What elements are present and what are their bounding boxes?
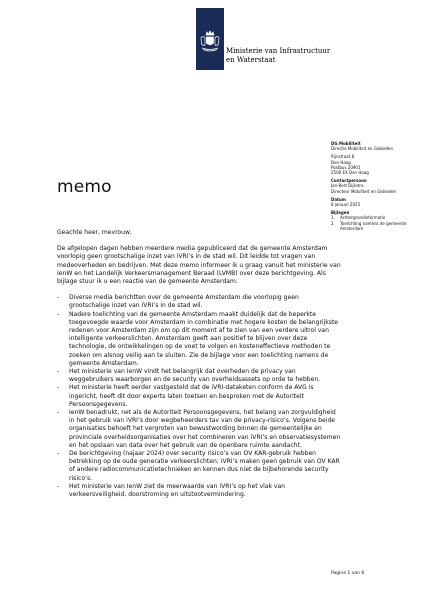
salutation: Geachte heer, mevrouw, [57, 229, 132, 236]
memo-title: memo [57, 177, 112, 197]
contact-block [331, 178, 419, 194]
directorate-subtitle: Directie Mobiliteit en Gebieden [331, 146, 394, 152]
ministry-line-2: en Waterstaat [226, 56, 276, 64]
sidebar-metadata [331, 141, 419, 234]
date-label: Datum [331, 196, 346, 202]
page-number: Pagina 1 van 6 [331, 571, 365, 576]
coat-of-arms-logo [196, 8, 224, 70]
attachment-number: 2. [331, 220, 335, 226]
attachment-item [331, 221, 419, 231]
address-line: Den Haag [331, 159, 351, 165]
date-value: 8 januari 2025 [331, 202, 361, 208]
attachments-block [331, 210, 419, 231]
list-item: - Diverse media berichtten over de gemeente Amsterdam die voorlopig geen grootschalige inzet van iVRI’s in de stad wil. [57, 294, 341, 310]
memo-body [57, 229, 341, 499]
list-item: - IenW benadrukt, net als de Autoriteit Persoonsgegevens, het belang van zorgvuldigheid in het gebruik van iVRI’s door wegbeheerders tav van de privacy-risico’s. Volgens beide organisaties behoeft het vergroten van bewustwording binnen de gemeentelijke en provinciale overheidsorganisaties over het combineren van iVRI’s en observatiesystemen en het opslaan van data over het gebruik van de openbare ruimte aandacht. [57, 409, 341, 450]
address-line: 2500 EX Den Haag [331, 170, 369, 176]
ministry-name [226, 47, 330, 65]
contact-role: Directeur Mobiliteit en Gebieden [331, 188, 397, 194]
address-line: Rijnstraat 8 [331, 154, 355, 160]
attachment-text: Toelichting namens de gemeente Amsterdam [340, 220, 407, 231]
ministry-line-1: Ministerie van Infrastructuur [226, 47, 331, 55]
attachment-number: 1. [331, 215, 335, 221]
contact-name: Jan-Bert Dijkstra [331, 183, 364, 189]
list-item: - Het ministerie heeft eerder vastgesteld dat de iVRI-dataketen conform de AVG is ingericht, heeft dit door experts laten toetsen en besproken met de Autoriteit Persoonsgegevens. [57, 384, 341, 409]
list-item: - Nadere toelichting van de gemeente Amsterdam maakt duidelijk dat de beperkte toegevoegde waarde voor Amsterdam in combinatie met hogere kosten de belangrijkste redenen voor Amsterdam zijn om op dit moment af te zien van een verdere uitrol van intelligente verkeerslichten. Amsterdam geeft aan positief te blijven over deze technologie, de ontwikkelingen op de voet te volgen en kosteneffectieve methoden te zoeken om alsnog veilig aan te sluiten. Zie de bijlage voor een toelichting namens de gemeente Amsterdam. [57, 311, 341, 368]
attachments-label: Bijlagen [331, 210, 350, 216]
list-item: - Het ministerie van IenW vindt het belangrijk dat overheden de privacy van weggebruikers waarborgen en de security van overheidsassets op orde te hebben. [57, 368, 341, 384]
address-line: Postbus 20901 [331, 164, 361, 170]
attachment-text: Achtergrondinformatie [340, 215, 386, 221]
intro-paragraph: De afgelopen dagen hebben meerdere media gepubliceerd dat de gemeente Amsterdam voorlopig geen grootschalige inzet van iVRI’s in de stad wil. Dit leidde tot vragen van medeoverheden en bedrijven. Met deze memo informeer ik u graag vanuit het ministerie van IenW en het Landelijk Verkeersmanagement Beraad (LVMB) over deze berichtgeving. Als bijlage stuur ik u een reactie van de gemeente Amsterdam. [57, 245, 341, 286]
directorate-title: DG Mobiliteit [331, 141, 361, 146]
list-item: - Het ministerie van IenW ziet de meerwaarde van iVRI’s op het vlak van verkeersveiligheid, doorstroming en uitstootvermindering. [57, 483, 341, 499]
date-block [331, 197, 419, 207]
contact-label: Contactpersoon [331, 178, 367, 184]
bullet-list [57, 294, 341, 499]
list-item: - De berichtgeving (najaar 2024) over security risico’s van OV KAR-gebruik hebben betrekking op de oude generatie verkeerslichten; iVRI’s maken geen gebruik van OV KAR of andere radiocommunicatietechnieken en kennen dus niet de bijbehorende security risico’s. [57, 450, 341, 483]
address-block [331, 154, 419, 175]
directorate-block [331, 141, 419, 151]
